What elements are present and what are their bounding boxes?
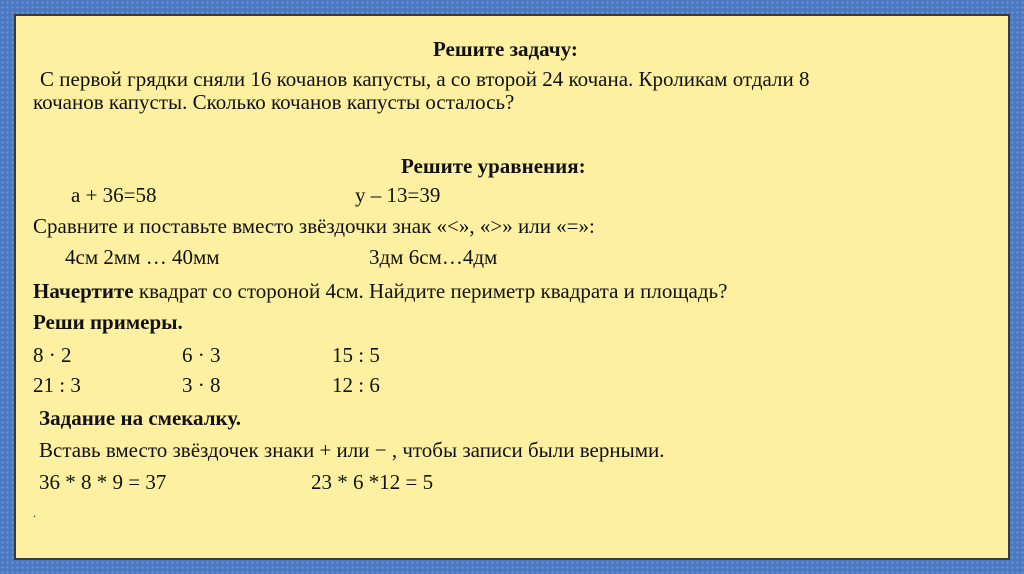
- draw-task-rest: квадрат со стороной 4см. Найдите периметр квадрата и площадь?: [138, 279, 728, 303]
- task-text-line-1: С первой грядки сняли 16 кочанов капусты, а со второй 24 кочана. Кроликам отдали 8: [40, 67, 810, 91]
- wit-equation-1: 36 * 8 * 9 = 37: [39, 470, 167, 494]
- example-r1-c3: 15 : 5: [332, 343, 380, 367]
- compare-item-1: 4см 2мм … 40мм: [65, 245, 220, 269]
- example-r2-c1: 21 : 3: [33, 373, 81, 397]
- draw-task-bold: Начертите: [33, 279, 134, 303]
- trailing-dot: .: [33, 506, 36, 520]
- examples-title: Реши примеры.: [33, 310, 183, 334]
- wit-task-title: Задание на смекалку.: [39, 406, 241, 430]
- slide-sheet: [14, 14, 1010, 560]
- equation-1: а + 36=58: [71, 183, 157, 207]
- example-r2-c2: 3 · 8: [182, 373, 221, 397]
- compare-instruction: Сравните и поставьте вместо звёздочки знак «<», «>» или «=»:: [33, 214, 595, 238]
- example-r1-c2: 6 · 3: [182, 343, 221, 367]
- wit-task-text: Вставь вместо звёздочек знаки + или − , чтобы записи были верными.: [39, 438, 665, 462]
- task-title: Решите задачу:: [433, 37, 578, 61]
- equations-title: Решите уравнения:: [401, 154, 586, 178]
- example-r1-c1: 8 · 2: [33, 343, 72, 367]
- wit-equation-2: 23 * 6 *12 = 5: [311, 470, 434, 494]
- equation-2: у – 13=39: [355, 183, 441, 207]
- draw-task: [33, 279, 727, 303]
- compare-item-2: 3дм 6см…4дм: [369, 245, 498, 269]
- task-text-line-2: кочанов капусты. Сколько кочанов капусты осталось?: [33, 90, 515, 114]
- example-r2-c3: 12 : 6: [332, 373, 380, 397]
